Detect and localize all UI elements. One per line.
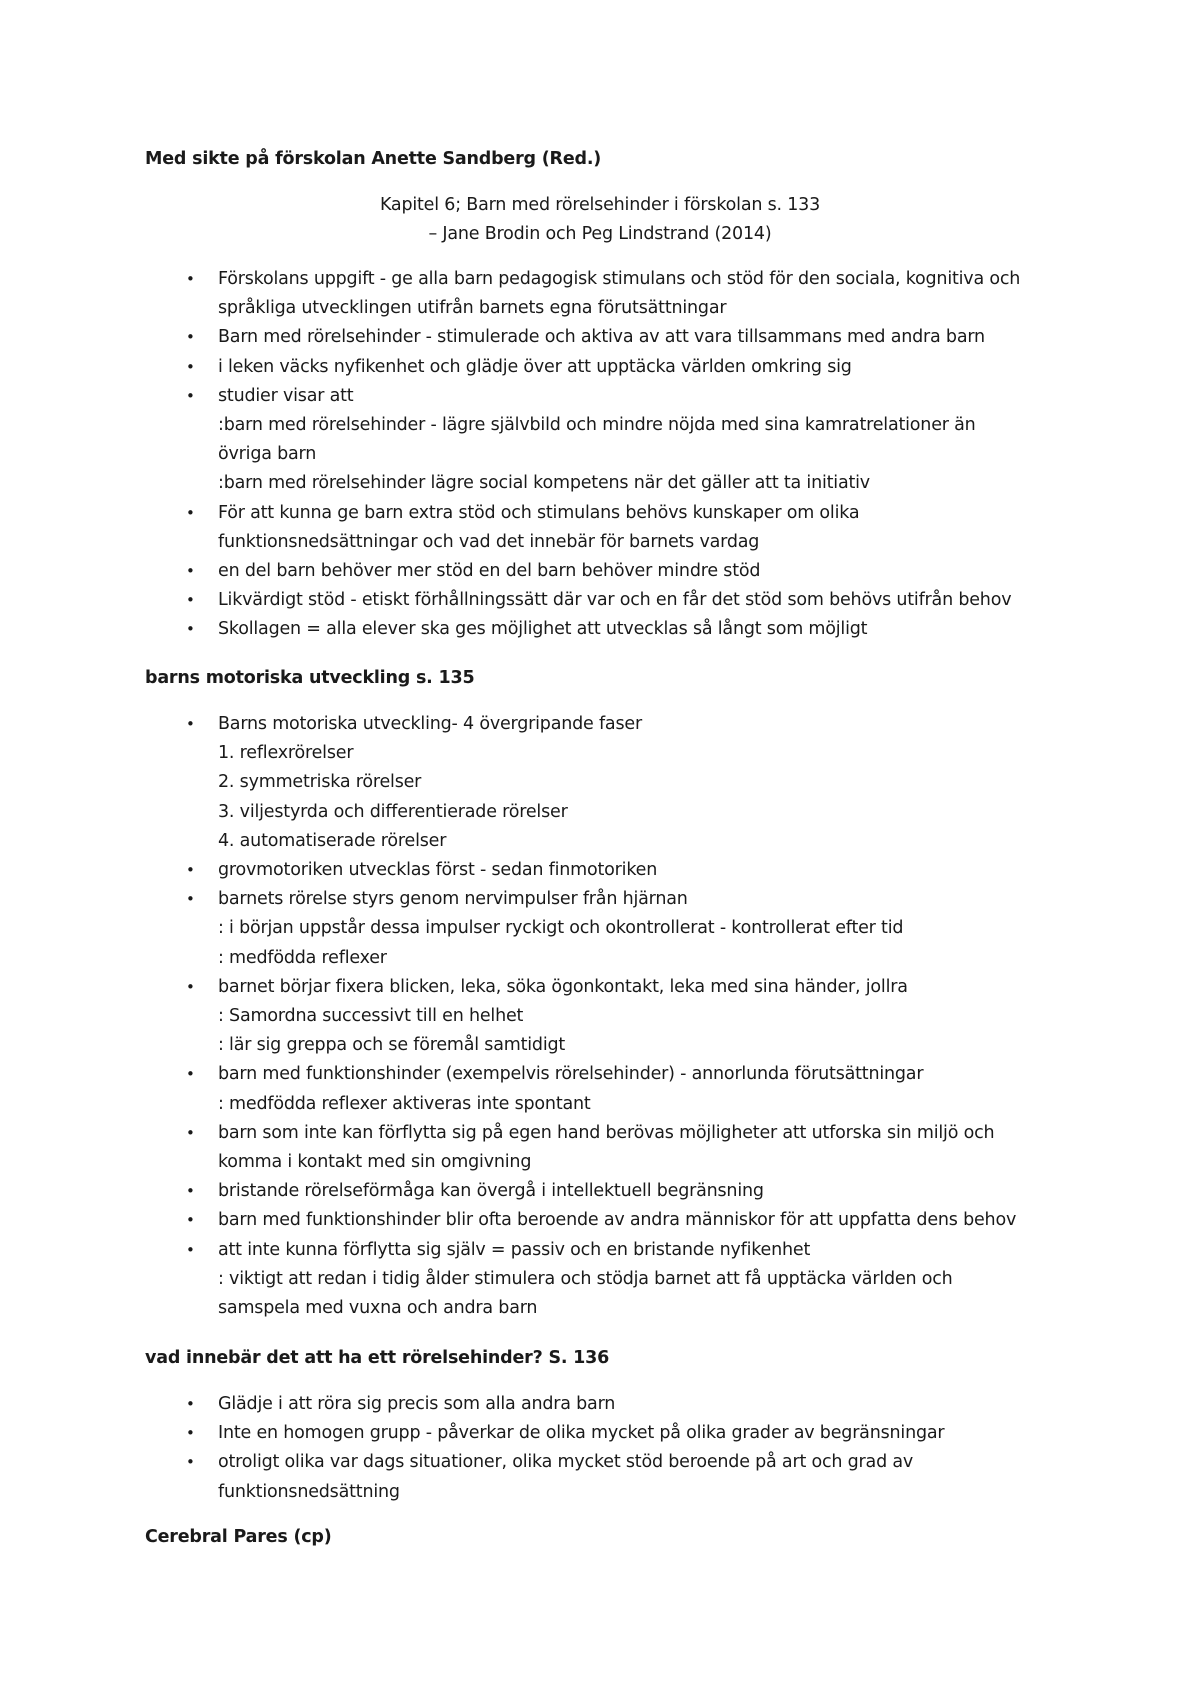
- list-item: [0, 1236, 1200, 1324]
- document-title: Med sikte på förskolan Anette Sandberg (Red.): [145, 149, 602, 169]
- list-item-text: språkliga utvecklingen utifrån barnets egna förutsättningar: [218, 298, 727, 319]
- bullet-icon: •: [186, 562, 195, 581]
- list-item-text: : lär sig greppa och se föremål samtidigt: [218, 1035, 566, 1056]
- list-item-text: : i början uppstår dessa impulser ryckigt och okontrollerat - kontrollerat efter tid: [218, 918, 904, 939]
- list-item-text: 1. reflexrörelser: [218, 743, 354, 764]
- list-item: [0, 586, 1200, 615]
- list-item-text: funktionsnedsättning: [218, 1481, 400, 1502]
- list-item-text: Glädje i att röra sig precis som alla andra barn: [218, 1394, 616, 1414]
- list-item: [0, 557, 1200, 586]
- list-item: [0, 382, 1200, 499]
- list-item: [0, 973, 1200, 1061]
- list-item-text: 4. automatiserade rörelser: [218, 830, 447, 851]
- list-item-text: Barns motoriska utveckling- 4 övergripande faser: [218, 714, 642, 734]
- list-item-text: För att kunna ge barn extra stöd och stimulans behövs kunskaper om olika: [218, 502, 860, 523]
- list-item-text: Inte en homogen grupp - påverkar de olika mycket på olika grader av begränsningar: [218, 1423, 945, 1444]
- list-item-text: komma i kontakt med sin omgivning: [218, 1152, 532, 1173]
- bullet-list-mobility-impairment: [0, 1390, 1200, 1507]
- list-item: [0, 353, 1200, 382]
- list-item-text: övriga barn: [218, 444, 317, 465]
- list-item: [0, 1177, 1200, 1206]
- list-item-text: barn som inte kan förflytta sig på egen hand berövas möjligheter att utforska sin miljö och: [218, 1122, 995, 1143]
- list-item: [0, 1060, 1200, 1118]
- bullet-icon: •: [186, 1453, 195, 1472]
- list-item: [0, 856, 1200, 885]
- bullet-icon: •: [186, 328, 195, 347]
- list-item-text: barn med funktionshinder blir ofta beroende av andra människor för att uppfatta dens behov: [218, 1210, 1017, 1231]
- list-item-text: : Samordna successivt till en helhet: [218, 1006, 524, 1027]
- list-item-text: Barn med rörelsehinder - stimulerade och aktiva av att vara tillsammans med andra barn: [218, 327, 985, 348]
- list-item-text: studier visar att: [218, 385, 354, 406]
- bullet-icon: •: [186, 1395, 195, 1413]
- bullet-icon: •: [186, 1182, 195, 1201]
- list-item-text: barn med funktionshinder (exempelvis rörelsehinder) - annorlunda förutsättningar: [218, 1064, 924, 1085]
- list-item-text: barnet börjar fixera blicken, leka, söka ögonkontakt, leka med sina händer, jollra: [218, 976, 908, 997]
- bullet-icon: •: [186, 1240, 195, 1259]
- list-item-text: Förskolans uppgift - ge alla barn pedagogisk stimulans och stöd för den sociala, kognitiva och: [218, 269, 1021, 289]
- list-item: [0, 265, 1200, 323]
- bullet-icon: •: [186, 715, 195, 733]
- list-item-text: :barn med rörelsehinder - lägre självbild och mindre nöjda med sina kamratrelationer än: [218, 415, 976, 436]
- list-item-text: bristande rörelseförmåga kan övergå i intellektuell begränsning: [218, 1181, 764, 1202]
- bullet-icon: •: [186, 591, 195, 610]
- list-item: [0, 615, 1200, 644]
- list-item-text: : medfödda reflexer: [218, 947, 387, 968]
- list-item: [0, 710, 1200, 856]
- bullet-icon: •: [186, 1123, 195, 1142]
- section-heading-mobility-impairment: vad innebär det att ha ett rörelsehinder? S. 136: [145, 1348, 610, 1368]
- list-item-text: grovmotoriken utvecklas först - sedan finmotoriken: [218, 860, 658, 881]
- list-item-text: barnets rörelse styrs genom nervimpulser från hjärnan: [218, 889, 688, 910]
- bullet-icon: •: [186, 620, 195, 639]
- bullet-icon: •: [186, 386, 195, 405]
- chapter-title: Kapitel 6; Barn med rörelsehinder i förskolan s. 133: [379, 195, 821, 215]
- list-item-text: 3. viljestyrda och differentierade rörelser: [218, 801, 568, 822]
- list-item-text: otroligt olika var dags situationer, olika mycket stöd beroende på art och grad av: [218, 1452, 914, 1473]
- bullet-icon: •: [186, 1424, 195, 1443]
- bullet-icon: •: [186, 270, 195, 288]
- list-item: [0, 1390, 1200, 1419]
- list-item-text: : viktigt att redan i tidig ålder stimulera och stödja barnet att få upptäcka världen och: [218, 1268, 953, 1289]
- list-item: [0, 1419, 1200, 1448]
- bullet-icon: •: [186, 1065, 195, 1084]
- bullet-icon: •: [186, 503, 195, 522]
- bullet-icon: •: [186, 1211, 195, 1230]
- list-item: [0, 499, 1200, 557]
- list-item: [0, 1206, 1200, 1235]
- list-item-text: att inte kunna förflytta sig själv = passiv och en bristande nyfikenhet: [218, 1239, 811, 1260]
- list-item-text: funktionsnedsättningar och vad det innebär för barnets vardag: [218, 531, 760, 552]
- list-item: [0, 1448, 1200, 1506]
- bullet-list-intro: [0, 265, 1200, 645]
- bullet-icon: •: [186, 357, 195, 376]
- list-item: [0, 885, 1200, 973]
- list-item-text: :barn med rörelsehinder lägre social kompetens när det gäller att ta initiativ: [218, 473, 870, 494]
- bullet-list-motor-development: [0, 710, 1200, 1323]
- list-item-text: Likvärdigt stöd - etiskt förhållningssätt där var och en får det stöd som behövs utifrån behov: [218, 590, 1012, 611]
- list-item-text: Skollagen = alla elever ska ges möjlighet att utvecklas så långt som möjligt: [218, 619, 868, 640]
- list-item: [0, 323, 1200, 352]
- bullet-icon: •: [186, 890, 195, 909]
- section-heading-motor-development: barns motoriska utveckling s. 135: [145, 668, 475, 688]
- list-item: [0, 1119, 1200, 1177]
- list-item-text: en del barn behöver mer stöd en del barn behöver mindre stöd: [218, 561, 761, 582]
- list-item-text: samspela med vuxna och andra barn: [218, 1298, 538, 1319]
- section-heading-cerebral-palsy: Cerebral Pares (cp): [145, 1527, 332, 1547]
- list-item-text: i leken väcks nyfikenhet och glädje över att upptäcka världen omkring sig: [218, 356, 852, 377]
- bullet-icon: •: [186, 977, 195, 996]
- chapter-authors: – Jane Brodin och Peg Lindstrand (2014): [428, 224, 772, 244]
- list-item-text: : medfödda reflexer aktiveras inte spontant: [218, 1093, 591, 1114]
- bullet-icon: •: [186, 861, 195, 880]
- list-item-text: 2. symmetriska rörelser: [218, 772, 422, 793]
